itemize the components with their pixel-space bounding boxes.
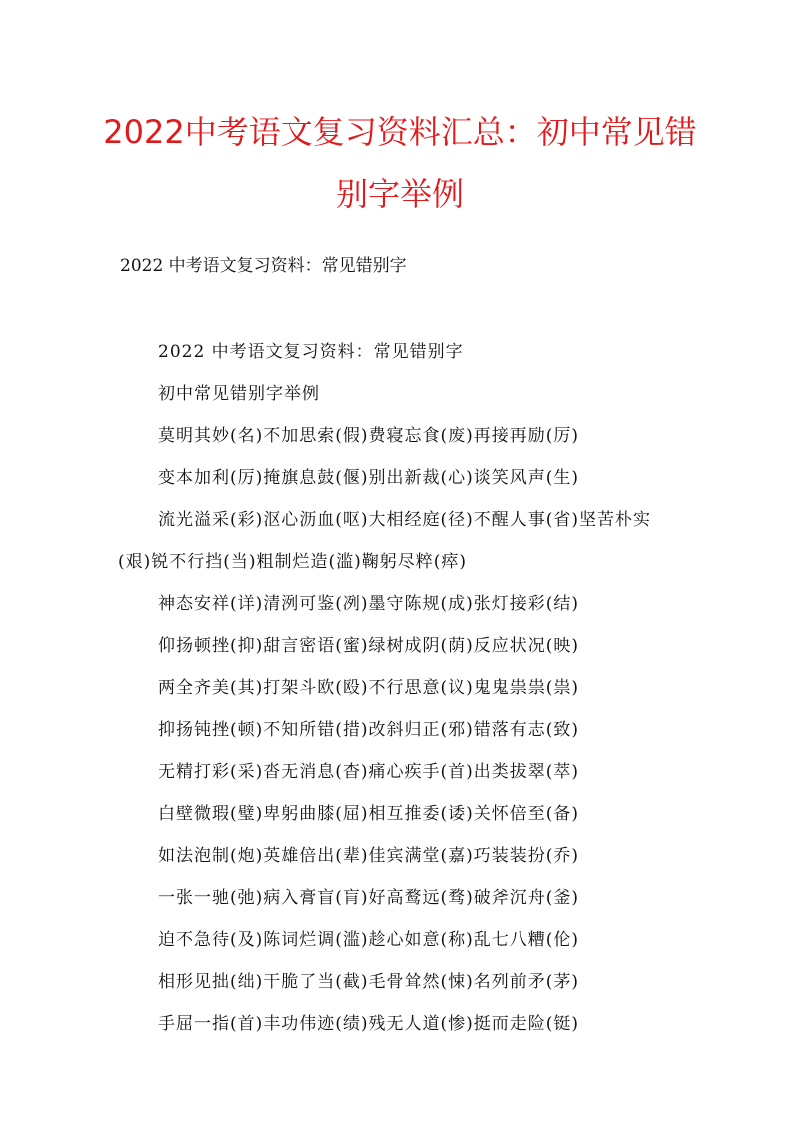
document-subtitle: 2022 中考语文复习资料：常见错别字 <box>120 256 407 276</box>
body-line: 一张一驰(弛)病入膏盲(肓)好高鹜远(骛)破斧沉舟(釜) <box>158 888 580 908</box>
body-line: 莫明其妙(名)不加思索(假)费寝忘食(废)再接再励(厉) <box>158 426 580 446</box>
body-line: 迫不急待(及)陈词烂调(滥)趁心如意(称)乱七八糟(伦) <box>158 930 580 950</box>
body-line: 两全齐美(其)打架斗欧(殴)不行思意(议)鬼鬼祟祟(祟) <box>158 678 580 698</box>
body-line: 2022 中考语文复习资料：常见错别字 <box>158 342 464 362</box>
body-line: (艰)锐不行挡(当)粗制烂造(滥)鞠躬尽粹(瘁) <box>118 552 468 572</box>
body-line: 手屈一指(首)丰功伟迹(绩)残无人道(惨)挺而走险(铤) <box>158 1014 580 1034</box>
body-line: 初中常见错别字举例 <box>158 384 320 404</box>
body-line: 神态安祥(详)清洌可鉴(冽)墨守陈规(成)张灯接彩(结) <box>158 594 580 614</box>
body-line: 变本加利(厉)掩旗息鼓(偃)别出新裁(心)谈笑风声(生) <box>158 468 580 488</box>
body-line: 仰扬顿挫(抑)甜言密语(蜜)绿树成阴(荫)反应状况(映) <box>158 636 580 656</box>
body-line: 如法泡制(炮)英雄倍出(辈)佳宾满堂(嘉)巧装装扮(乔) <box>158 846 580 866</box>
document-title-line-2: 别字举例 <box>335 175 464 213</box>
body-line: 抑扬钝挫(顿)不知所错(措)改斜归正(邪)错落有志(致) <box>158 720 580 740</box>
body-line: 无精打彩(采)沓无消息(杳)痛心疾手(首)出类拔翠(萃) <box>158 762 580 782</box>
document-title-line-1: 2022中考语文复习资料汇总：初中常见错 <box>103 113 697 151</box>
body-line: 相形见拙(绌)干脆了当(截)毛骨耸然(悚)名列前矛(茅) <box>158 972 580 992</box>
body-line: 白壁微瑕(璧)卑躬曲膝(屈)相互推委(诿)关怀倍至(备) <box>158 804 580 824</box>
body-line: 流光溢采(彩)沤心沥血(呕)大相经庭(径)不醒人事(省)坚苦朴实 <box>158 510 652 530</box>
